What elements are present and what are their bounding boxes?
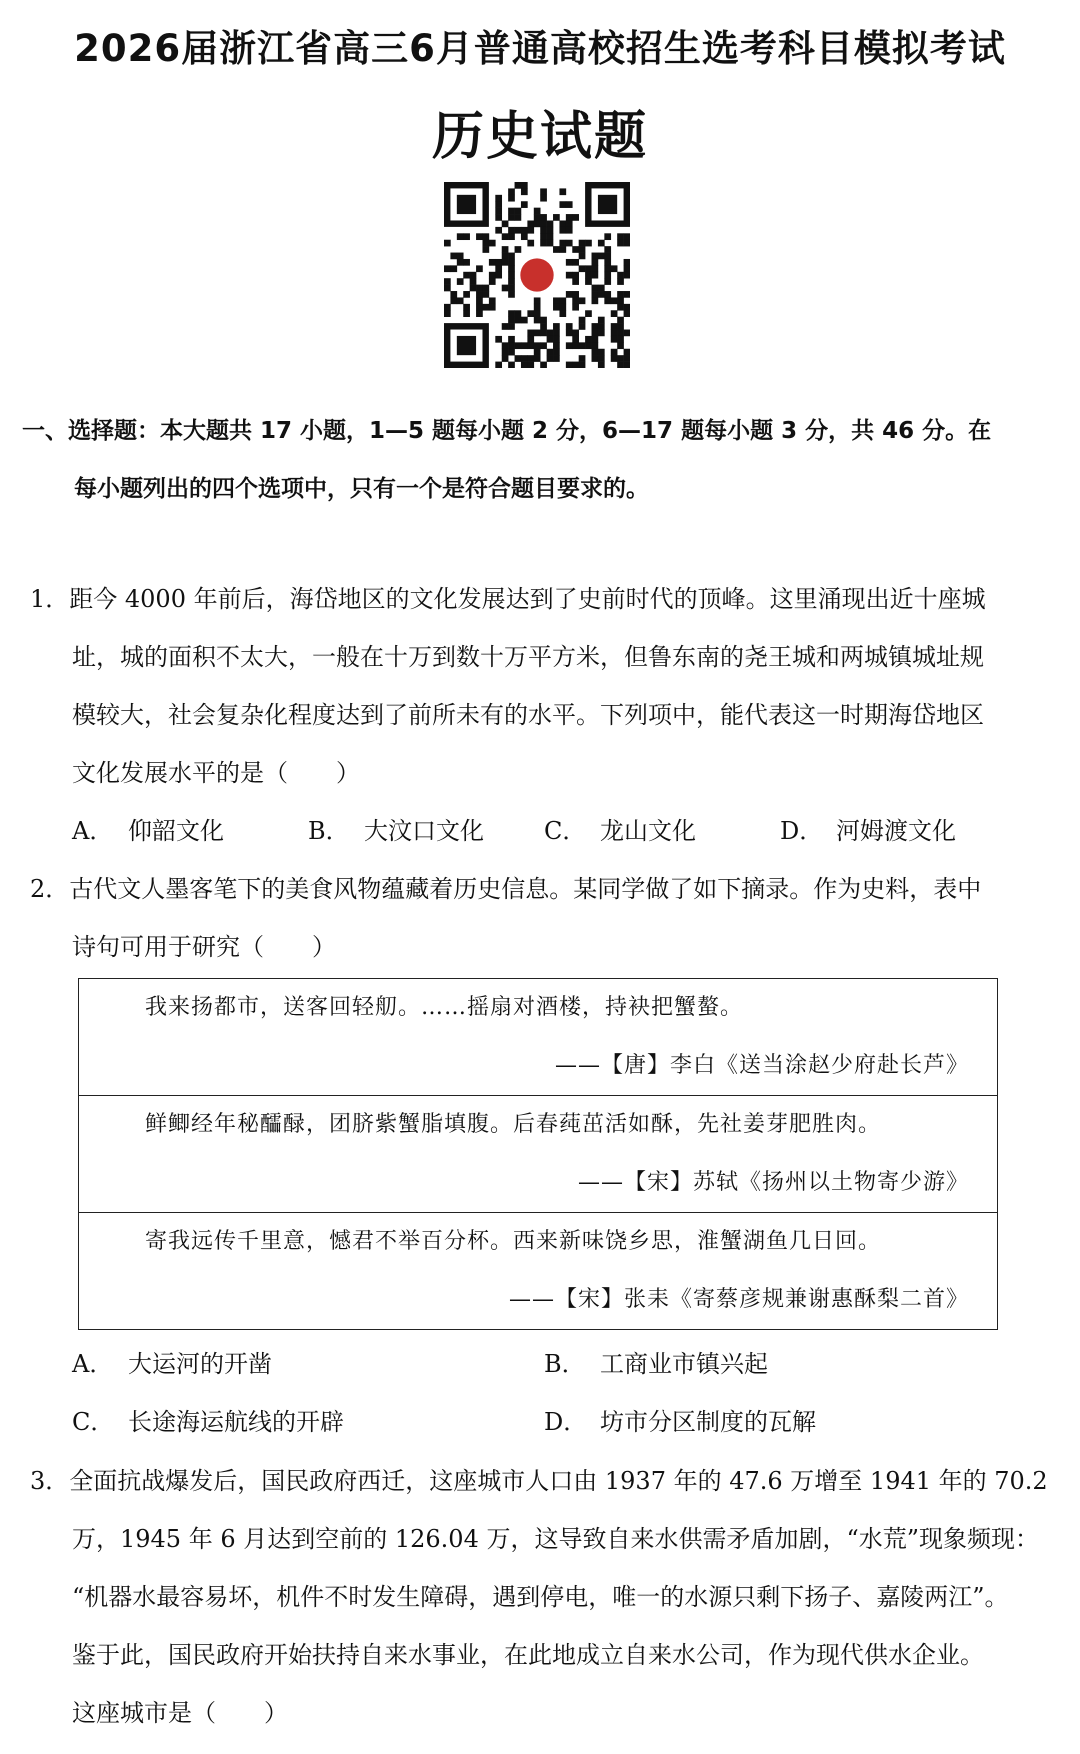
question-1-option-d[interactable] <box>780 802 956 860</box>
option-letter: C． <box>72 1408 115 1436</box>
option-text: 大运河的开凿 <box>128 1350 272 1378</box>
poem-text: 寄我远传千里意，憾君不举百分杯。西来新味饶乡思，淮蟹湖鱼几日回。 <box>145 1229 882 1254</box>
question-1-options <box>72 802 1062 860</box>
table-cell <box>79 1096 998 1213</box>
question-1-option-c[interactable] <box>544 802 696 860</box>
question-1-line-2: 址，城的面积不太大，一般在十万到数十万平方米，但鲁东南的尧王城和两城镇城址规 <box>72 643 984 671</box>
option-letter: B． <box>544 1350 586 1378</box>
option-letter: C． <box>544 817 587 845</box>
question-2-option-a[interactable] <box>72 1335 272 1393</box>
poem-source: ——【宋】苏轼《扬州以土物寄少游》 <box>577 1170 969 1195</box>
question-2-options-row-1 <box>72 1335 1062 1393</box>
qr-code-graphic <box>444 182 630 368</box>
question-1-line-3: 模较大，社会复杂化程度达到了前所未有的水平。下列项中，能代表这一时期海岱地区 <box>72 701 984 729</box>
question-1-line-1: 1．距今 4000 年前后，海岱地区的文化发展达到了史前时代的顶峰。这里涌现出近十座城 <box>30 585 986 613</box>
question-3-line-4: 鉴于此，国民政府开始扶持自来水事业，在此地成立自来水公司，作为现代供水企业。 <box>72 1641 984 1669</box>
table-row <box>79 1213 998 1330</box>
question-2-option-d[interactable] <box>544 1393 816 1451</box>
option-text: 工商业市镇兴起 <box>600 1350 768 1378</box>
table-row <box>79 979 998 1096</box>
option-text: 坊市分区制度的瓦解 <box>600 1408 816 1436</box>
table-row <box>79 1096 998 1213</box>
section-heading <box>22 402 1062 518</box>
poem-source: ——【唐】李白《送当涂赵少府赴长芦》 <box>554 1053 969 1078</box>
poem-text: 鲜鲫经年秘醽醁，团脐紫蟹脂填腹。后春莼茁活如酥，先社姜芽肥胜肉。 <box>145 1112 882 1137</box>
table-cell <box>79 979 998 1096</box>
option-text: 大汶口文化 <box>364 817 484 845</box>
question-1-option-a[interactable] <box>72 802 224 860</box>
section-heading-line-2: 每小题列出的四个选项中，只有一个是符合题目要求的。 <box>74 476 649 502</box>
question-2-line-1: 2．古代文人墨客笔下的美食风物蕴藏着历史信息。某同学做了如下摘录。作为史料，表中 <box>30 875 982 903</box>
question-3-line-1: 3．全面抗战爆发后，国民政府西迁，这座城市人口由 1937 年的 47.6 万增至 1941 年的 70.2 <box>30 1467 1048 1495</box>
option-letter: A． <box>72 817 114 845</box>
table-cell <box>79 1213 998 1330</box>
question-3-line-2: 万，1945 年 6 月达到空前的 126.04 万，这导致自来水供需矛盾加剧，“水荒”现象频现： <box>72 1525 1040 1553</box>
question-3-line-5: 这座城市是（ ） <box>72 1699 288 1727</box>
option-letter: A． <box>72 1350 114 1378</box>
option-letter: D． <box>780 817 824 845</box>
poem-text: 我来扬都市，送客回轻舠。……摇扇对酒楼，持袂把蟹螯。 <box>145 995 744 1020</box>
question-1-line-4: 文化发展水平的是（ ） <box>72 759 360 787</box>
poem-source: ——【宋】张耒《寄蔡彦规兼谢惠酥梨二首》 <box>508 1287 969 1312</box>
option-text: 河姆渡文化 <box>836 817 956 845</box>
question-2 <box>30 860 1060 976</box>
option-text: 龙山文化 <box>600 817 696 845</box>
question-2-options-row-2 <box>72 1393 1062 1451</box>
exam-title: 2026届浙江省高三6月普通高校招生选考科目模拟考试 <box>74 27 1006 70</box>
question-1 <box>30 570 1060 802</box>
option-text: 仰韶文化 <box>128 817 224 845</box>
question-2-option-c[interactable] <box>72 1393 344 1451</box>
option-text: 长途海运航线的开辟 <box>128 1408 344 1436</box>
subject-title: 历史试题 <box>431 107 648 167</box>
section-heading-line-1: 一、选择题：本大题共 17 小题，1—5 题每小题 2 分，6—17 题每小题 3 分，共 46 分。在 <box>22 418 992 444</box>
question-2-line-2: 诗句可用于研究（ ） <box>72 933 336 961</box>
question-2-option-b[interactable] <box>544 1335 768 1393</box>
question-3-line-3: “机器水最容易坏，机件不时发生障碍，遇到停电，唯一的水源只剩下扬子、嘉陵两江”。 <box>72 1583 1009 1611</box>
option-letter: B． <box>308 817 350 845</box>
question-1-option-b[interactable] <box>308 802 484 860</box>
question-3 <box>30 1452 1060 1742</box>
poem-table <box>78 978 998 1330</box>
qr-code-image <box>444 182 630 368</box>
option-letter: D． <box>544 1408 588 1436</box>
